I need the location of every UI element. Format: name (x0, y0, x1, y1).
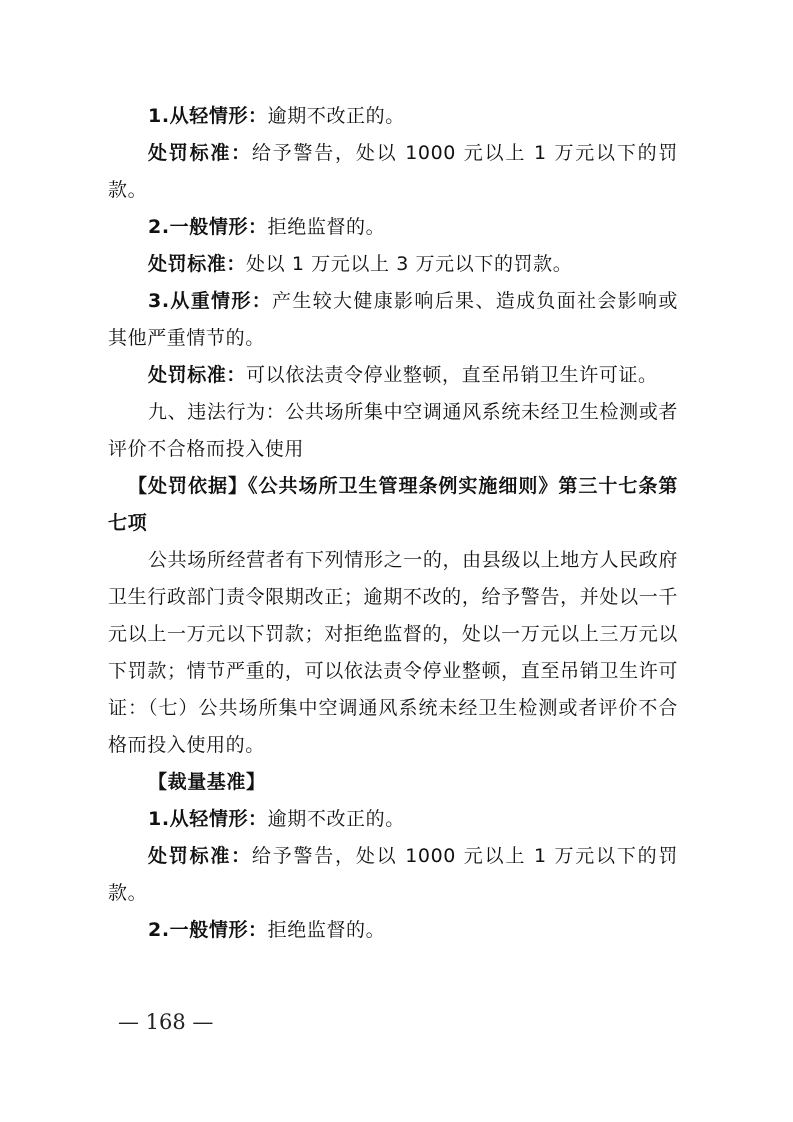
paragraph-general-case (108, 209, 678, 246)
label-mild-case: 1.从轻情形： (148, 808, 268, 830)
label-penalty-standard: 处罚标准： (148, 253, 247, 275)
text-legal-provision: 公共场所经营者有下列情形之一的，由县级以上地方人民政府卫生行政部门责令限期改正；逾期不改的，给予警告，并处以一千元以上一万元以下罚款；对拒绝监督的，处以一万元以上三万元以下罚款；情节严重的，可以依法责令停业整顿，直至吊销卫生许可证：（七）公共场所集中空调通风系统未经卫生检测或者评价不合格而投入使用的。 (108, 549, 678, 756)
text-penalty-standard: 处以 1 万元以上 3 万元以下的罚款。 (246, 253, 573, 275)
paragraph-penalty-standard (108, 135, 678, 209)
text-general-case: 拒绝监督的。 (267, 919, 386, 941)
text-penalty-standard: 给予警告，处以 1000 元以上 1 万元以下的罚款。 (108, 845, 678, 904)
paragraph-discretion-standard (108, 764, 678, 801)
label-mild-case: 1.从轻情形： (148, 105, 268, 127)
paragraph-legal-basis (108, 468, 678, 542)
text-penalty-standard: 给予警告，处以 1000 元以上 1 万元以下的罚款。 (108, 142, 678, 201)
text-mild-case: 逾期不改正的。 (267, 105, 405, 127)
paragraph-mild-case (108, 98, 678, 135)
label-general-case: 2.一般情形： (148, 919, 268, 941)
paragraph-penalty-standard (108, 838, 678, 912)
heading-legal-basis: 【处罚依据】《公共场所卫生管理条例实施细则》第三十七条第七项 (108, 475, 678, 534)
heading-discretion-standard: 【裁量基准】 (148, 771, 266, 793)
paragraph-violation-nine (108, 394, 678, 468)
text-violation-nine: 九、违法行为：公共场所集中空调通风系统未经卫生检测或者评价不合格而投入使用 (108, 401, 678, 460)
text-general-case: 拒绝监督的。 (267, 216, 386, 238)
page-number: — 168 — (118, 1010, 214, 1034)
paragraph-legal-provision (108, 542, 678, 764)
paragraph-penalty-standard (108, 246, 678, 283)
paragraph-mild-case (108, 801, 678, 838)
label-penalty-standard: 处罚标准： (148, 142, 252, 164)
label-penalty-standard: 处罚标准： (148, 845, 252, 867)
label-penalty-standard: 处罚标准： (148, 364, 247, 386)
text-penalty-standard: 可以依法责令停业整顿，直至吊销卫生许可证。 (246, 364, 658, 386)
paragraph-penalty-standard (108, 357, 678, 394)
document-body (108, 98, 678, 949)
label-general-case: 2.一般情形： (148, 216, 268, 238)
paragraph-severe-case (108, 283, 678, 357)
text-severe-case: 产生较大健康影响后果、造成负面社会影响或其他严重情节的。 (108, 290, 678, 349)
paragraph-general-case (108, 912, 678, 949)
text-mild-case: 逾期不改正的。 (267, 808, 405, 830)
label-severe-case: 3.从重情形： (148, 290, 273, 312)
